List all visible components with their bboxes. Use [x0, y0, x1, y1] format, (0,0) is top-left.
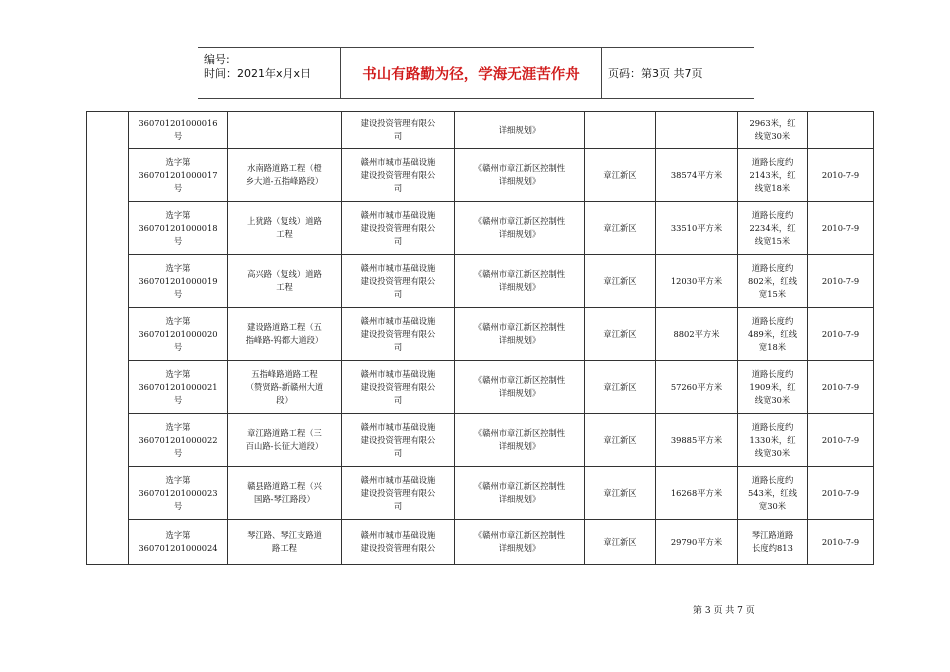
- cell-size: 38574平方米: [656, 149, 738, 202]
- table-row: [87, 414, 874, 467]
- cell-unit: 赣州市城市基础设施 建设投资管理有限公 司: [342, 467, 455, 520]
- cell-code: 360701201000016 号: [129, 112, 228, 149]
- cell-scale: 2963米，红 线宽30米: [738, 112, 808, 149]
- cell-project: 高兴路（复线）道路 工程: [228, 255, 342, 308]
- cell-area: 章江新区: [585, 202, 656, 255]
- table-row: [87, 112, 874, 149]
- cell-code: 选字第 360701201000021 号: [129, 361, 228, 414]
- cell-scale: 道路长度约 1909米，红 线宽30米: [738, 361, 808, 414]
- cell-scale: 琴江路道路 长度约813: [738, 520, 808, 565]
- cell-date: 2010-7-9: [808, 414, 874, 467]
- cell-basis: 《赣州市章江新区控制性 详细规划》: [455, 255, 585, 308]
- cell-date: [808, 112, 874, 149]
- table-row: [87, 467, 874, 520]
- cell-unit: 赣州市城市基础设施 建设投资管理有限公 司: [342, 308, 455, 361]
- cell-date: 2010-7-9: [808, 520, 874, 565]
- time-label: 时间：2021年x月x日: [204, 67, 312, 80]
- cell-project: 琴江路、琴江支路道 路工程: [228, 520, 342, 565]
- project-table: [86, 111, 874, 565]
- cell-scale: 道路长度约 2143米，红 线宽18米: [738, 149, 808, 202]
- cell-area: 章江新区: [585, 467, 656, 520]
- cell-code: 选字第 360701201000019 号: [129, 255, 228, 308]
- cell-project: 赣县路道路工程（兴 国路-琴江路段）: [228, 467, 342, 520]
- cell-unit: 赣州市城市基础设施 建设投资管理有限公 司: [342, 255, 455, 308]
- cell-size: [656, 112, 738, 149]
- cell-project: 五指峰路道路工程 （赞贤路-新赣州大道 段）: [228, 361, 342, 414]
- table-row: [87, 255, 874, 308]
- table-row: [87, 149, 874, 202]
- cell-date: 2010-7-9: [808, 255, 874, 308]
- cell-basis: 《赣州市章江新区控制性 详细规划》: [455, 414, 585, 467]
- cell-unit: 建设投资管理有限公 司: [342, 112, 455, 149]
- cell-area: 章江新区: [585, 149, 656, 202]
- cell-code: 选字第 360701201000024: [129, 520, 228, 565]
- cell-scale: 道路长度约 802米，红线 宽15米: [738, 255, 808, 308]
- cell-area: 章江新区: [585, 520, 656, 565]
- cell-basis: 《赣州市章江新区控制性 详细规划》: [455, 202, 585, 255]
- cell-area: 章江新区: [585, 255, 656, 308]
- cell-basis: 《赣州市章江新区控制性 详细规划》: [455, 361, 585, 414]
- cell-basis: 《赣州市章江新区控制性 详细规划》: [455, 149, 585, 202]
- cell-size: 39885平方米: [656, 414, 738, 467]
- cell-area: 章江新区: [585, 414, 656, 467]
- cell-size: 29790平方米: [656, 520, 738, 565]
- table-row: [87, 520, 874, 565]
- cell-date: 2010-7-9: [808, 202, 874, 255]
- cell-unit: 赣州市城市基础设施 建设投资管理有限公 司: [342, 414, 455, 467]
- cell-scale: 道路长度约 489米，红线 宽18米: [738, 308, 808, 361]
- cell-code: 选字第 360701201000022 号: [129, 414, 228, 467]
- cell-project: 水南路道路工程（橙 乡大道-五指峰路段）: [228, 149, 342, 202]
- cell-project: [228, 112, 342, 149]
- table-row: [87, 308, 874, 361]
- cell-basis: 《赣州市章江新区控制性 详细规划》: [455, 520, 585, 565]
- cell-size: 8802平方米: [656, 308, 738, 361]
- cell-date: 2010-7-9: [808, 149, 874, 202]
- page-footer: 第 3 页 共 7 页: [693, 606, 755, 616]
- number-label: 编号:: [204, 53, 230, 66]
- cell-project: 建设路道路工程（五 指峰路-钨都大道段）: [228, 308, 342, 361]
- cell-basis: 详细规划》: [455, 112, 585, 149]
- table-row: [87, 361, 874, 414]
- cell-area: 章江新区: [585, 308, 656, 361]
- table-row: [87, 202, 874, 255]
- cell-code: 选字第 360701201000018 号: [129, 202, 228, 255]
- header-meta: [198, 48, 341, 98]
- cell-area: 章江新区: [585, 361, 656, 414]
- cell-code: 选字第 360701201000020 号: [129, 308, 228, 361]
- cell-project: 上犹路（复线）道路 工程: [228, 202, 342, 255]
- cell-unit: 赣州市城市基础设施 建设投资管理有限公: [342, 520, 455, 565]
- cell-size: 33510平方米: [656, 202, 738, 255]
- cell-size: 16268平方米: [656, 467, 738, 520]
- header-motto: 书山有路勤为径，学海无涯苦作舟: [341, 48, 602, 98]
- cell-unit: 赣州市城市基础设施 建设投资管理有限公 司: [342, 149, 455, 202]
- cell-code: 选字第 360701201000023 号: [129, 467, 228, 520]
- cell-area: [585, 112, 656, 149]
- cell-size: 57260平方米: [656, 361, 738, 414]
- cell-scale: 道路长度约 2234米，红 线宽15米: [738, 202, 808, 255]
- cell-date: 2010-7-9: [808, 467, 874, 520]
- cell-basis: 《赣州市章江新区控制性 详细规划》: [455, 308, 585, 361]
- cell-date: 2010-7-9: [808, 361, 874, 414]
- cell-unit: 赣州市城市基础设施 建设投资管理有限公 司: [342, 202, 455, 255]
- cell-project: 章江路道路工程（三 百山路-长征大道段）: [228, 414, 342, 467]
- cell-basis: 《赣州市章江新区控制性 详细规划》: [455, 467, 585, 520]
- page-header: [198, 47, 754, 99]
- cell-code: 选字第 360701201000017 号: [129, 149, 228, 202]
- left-margin-cell: [87, 112, 129, 565]
- cell-unit: 赣州市城市基础设施 建设投资管理有限公 司: [342, 361, 455, 414]
- cell-scale: 道路长度约 543米，红线 宽30米: [738, 467, 808, 520]
- cell-scale: 道路长度约 1330米，红 线宽30米: [738, 414, 808, 467]
- cell-size: 12030平方米: [656, 255, 738, 308]
- cell-date: 2010-7-9: [808, 308, 874, 361]
- header-page-code: 页码：第3页 共7页: [608, 67, 703, 80]
